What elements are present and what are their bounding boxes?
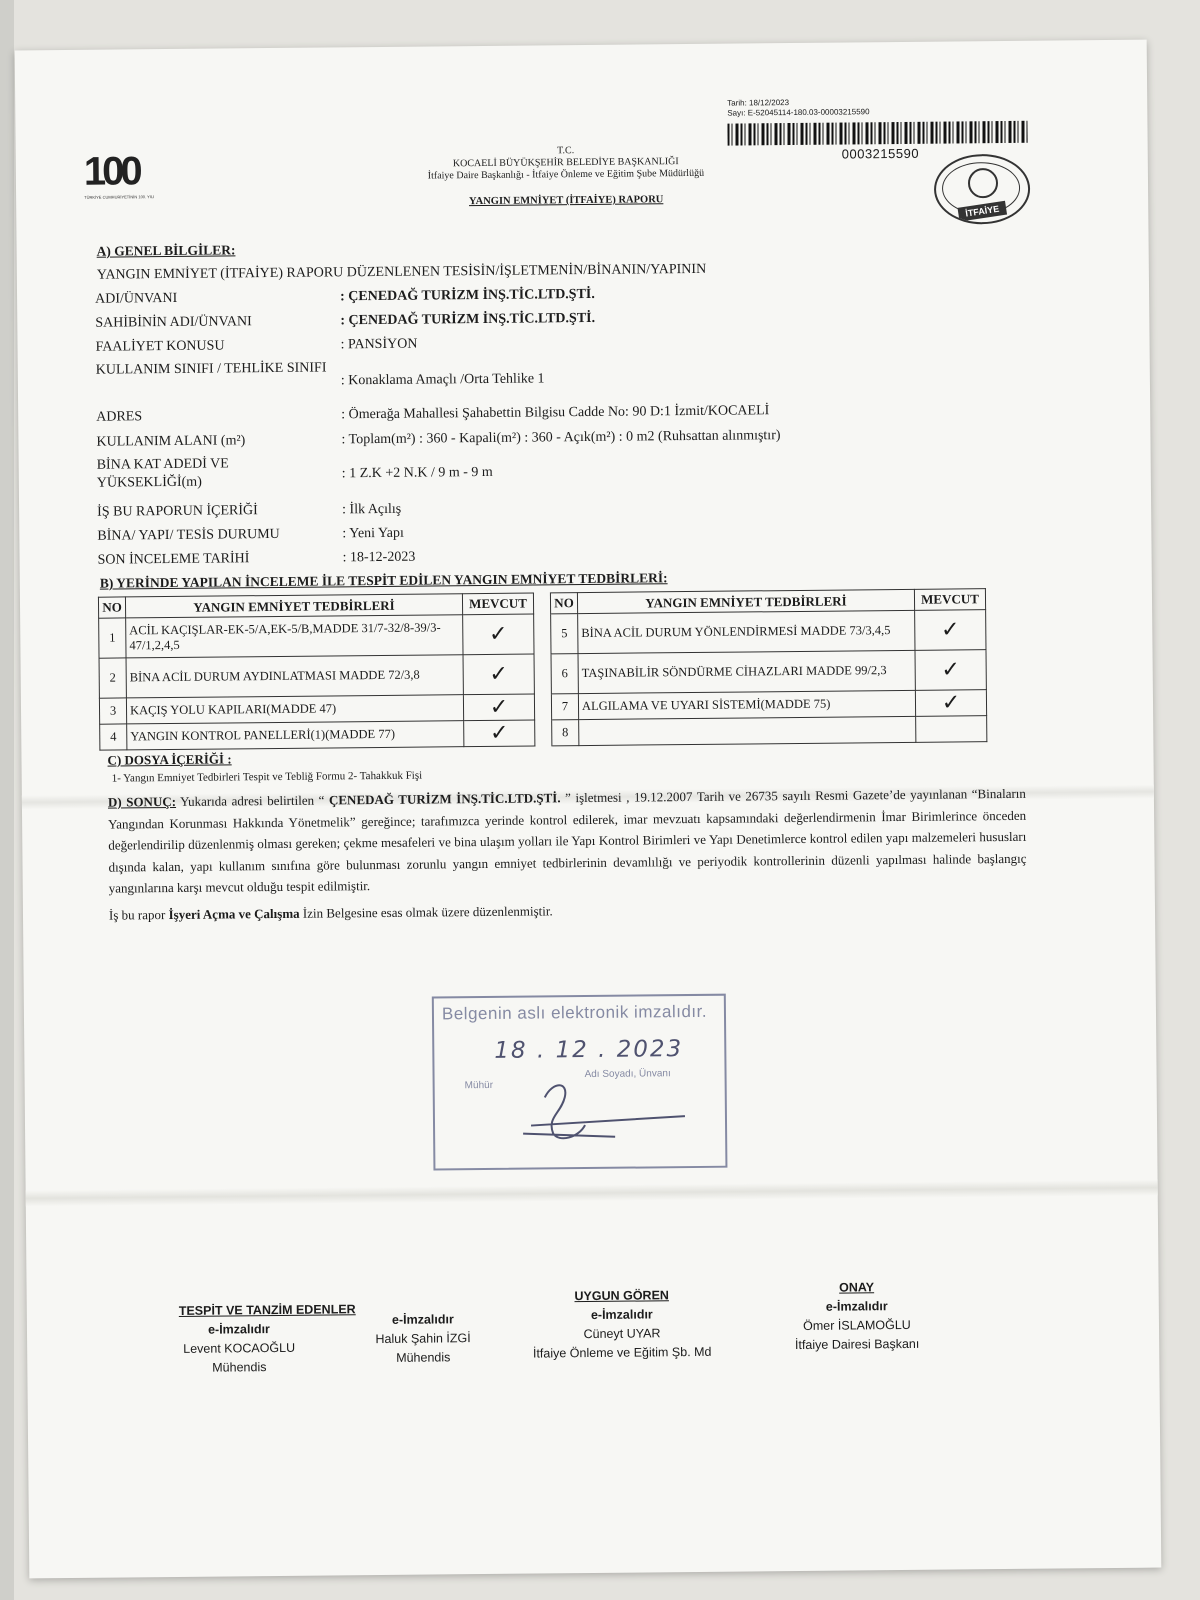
signature-block: e-İmzalıdır Levent KOCAOĞLU Mühendis — [183, 1322, 296, 1375]
purpose-statement: İş bu rapor İşyeri Açma ve Çalışma İzin Belgesine esas olmak üzere düzenlenmiştir. — [108, 903, 553, 923]
signature-block: e-İmzalıdır Haluk Şahin İZGİ Mühendis — [375, 1312, 471, 1365]
info-row: İŞ BU RAPORUN İÇERİĞİ : İlk Açılış — [97, 501, 402, 520]
section-c-title: C) DOSYA İÇERİĞİ : — [107, 751, 232, 768]
check-mark: ✓ — [915, 610, 986, 651]
check-mark: ✓ — [463, 694, 534, 721]
file-contents: 1- Yangın Emniyet Tedbirleri Tespit ve Tebliğ Formu 2- Tahakkuk Fişi — [111, 769, 423, 785]
table-row: 4 YANGIN KONTROL PANELLERİ(1)(MADDE 77) ✓ 8 — [100, 716, 987, 751]
barcode — [727, 121, 1027, 146]
table-header-row: NO YANGIN EMNİYET TEDBİRLERİ MEVCUT NO YANGIN EMNİYET TEDBİRLERİ MEVCUT — [98, 589, 985, 619]
check-mark: ✓ — [464, 720, 535, 747]
info-row: BİNA/ YAPI/ TESİS DURUMU : Yeni Yapı — [97, 525, 404, 544]
organization-header: T.C. KOCAELİ BÜYÜKŞEHİR BELEDİYE BAŞKANLIĞI İtfaiye Daire Başkanlığı - İtfaiye Önleme ve Eğitim Şube Müdürlüğü — [427, 145, 705, 182]
section-b-title: B) YERİNDE YAPILAN İNCELEME İLE TESPİT EDİLEN YANGIN EMNİYET TEDBİRLERİ: — [99, 570, 668, 591]
section-a-title: A) GENEL BİLGİLER: — [96, 242, 236, 259]
signature-stamp: Belgenin aslı elektronik imzalıdır. 18 . 12 . 2023 Mühür Adı Soyadı, Ünvanı — [432, 994, 728, 1171]
document-number: Sayı: E-52045114-180.03-00003215590 — [727, 107, 870, 118]
check-mark: ✓ — [915, 650, 986, 691]
signature-block: UYGUN GÖREN e-İmzalıdır Cüneyt UYAR İtfaiye Önleme ve Eğitim Şb. Md — [532, 1288, 712, 1361]
barcode-number: 0003215590 — [841, 145, 920, 162]
check-mark: ✓ — [463, 614, 534, 655]
handwritten-date: 18 . 12 . 2023 — [494, 1036, 684, 1064]
section-d-title: D) SONUÇ: — [107, 793, 177, 810]
centennial-logo: 100 TÜRKİYE CUMHURİYETİNİN 100. YILI — [83, 149, 155, 200]
check-mark: ✓ — [463, 654, 534, 695]
conclusion-paragraph: D) SONUÇ: Yukarıda adresi belirtilen “ ÇENEDAĞ TURİZM İNŞ.TİC.LTD.ŞTİ. ” işletmesi , 19.12.2007 Tarih ve 26735 sayılı Resmi Gazete’de yayınlanan “Binaların Yangından Korunması Hakkında Yönetmelik” gereğince; tarafımızca yerinde kontrol edilerek, imar mevzuatı kapsamındaki değerlendirmenin İmar Birimlerince önceden değerlendirilip düzenlenmiş olması gereken; çekme mesafeleri ve bina ulaşım yolları ile Yapı Kontrol Birimleri ve Yapı Denetimlerce kontrol edilen yapı malzemeleri hususları dışında kalan, yapı kullanım sınıfına göre bulunması zorunlu yangın emniyet tedbirlerinin devamlılığı ve periyodik kontrollerinin düzenli yapılması halinde başlangıç yangınlarına karşı mevcut olduğu tespit edilmiştir. — [107, 785, 1027, 896]
check-mark: ✓ — [915, 690, 986, 717]
safety-measures-table — [98, 588, 987, 751]
info-row: FAALİYET KONUSU : PANSİYON — [95, 336, 418, 355]
table-row: 1 ACİL KAÇIŞLAR-EK-5/A,EK-5/B,MADDE 31/7-32/8-39/3-47/1,2,4,5 ✓ 5 BİNA ACİL DURUM YÖNLENDİRMESİ MADDE 73/3,4,5 ✓ — [99, 610, 986, 659]
section-a-lead: YANGIN EMNİYET (İTFAİYE) RAPORU DÜZENLENEN TESİSİN/İŞLETMENİN/BİNANIN/YAPININ — [96, 261, 707, 283]
info-row: ADI/ÜNVANI : ÇENEDAĞ TURİZM İNŞ.TİC.LTD.ŞTİ. — [95, 286, 595, 307]
fire-department-seal: İTFAİYE — [934, 154, 1031, 225]
info-row: BİNA KAT ADEDİ VE YÜKSEKLİĞİ(m) : 1 Z.K +2 N.K / 9 m - 9 m — [96, 456, 493, 491]
report-page — [15, 40, 1162, 1579]
document-meta — [727, 97, 869, 118]
report-title: YANGIN EMNİYET (İTFAİYE) RAPORU — [468, 194, 664, 208]
table-row: 3 KAÇIŞ YOLU KAPILARI(MADDE 47) ✓ 7 ALGILAMA VE UYARI SİSTEMİ(MADDE 75) ✓ — [99, 690, 986, 725]
paper-fold — [26, 1180, 1158, 1207]
info-row: SON İNCELEME TARİHİ : 18-12-2023 — [97, 549, 416, 568]
background-edge — [0, 0, 14, 1600]
info-row: SAHİBİNİN ADI/ÜNVANI : ÇENEDAĞ TURİZM İNŞ.TİC.LTD.ŞTİ. — [95, 310, 596, 331]
signature-block: ONAY e-İmzalıdır Ömer İSLAMOĞLU İtfaiye Dairesi Başkanı — [794, 1280, 920, 1353]
info-row: KULLANIM SINIFI / TEHLİKE SINIFI : Konaklama Amaçlı /Orta Tehlike 1 — [95, 360, 545, 389]
info-row: KULLANIM ALANI (m²) : Toplam(m²) : 360 - Kapali(m²) : 360 - Açık(m²) : 0 m2 (Ruhsattan alınmıştır) — [96, 428, 781, 450]
document-date: Tarih: 18/12/2023 — [727, 98, 790, 108]
signature-group-title: TESPİT VE TANZİM EDENLER — [178, 1302, 356, 1318]
info-row: ADRES : Ömerağa Mahallesi Şahabettin Bilgisu Cadde No: 90 D:1 İzmit/KOCAELİ — [96, 403, 770, 425]
table-row: 2 BİNA ACİL DURUM AYDINLATMASI MADDE 72/3,8 ✓ 6 TAŞINABİLİR SÖNDÜRME CİHAZLARI MADDE 99/2,3 ✓ — [99, 650, 986, 699]
handwritten-signature — [434, 996, 726, 1169]
